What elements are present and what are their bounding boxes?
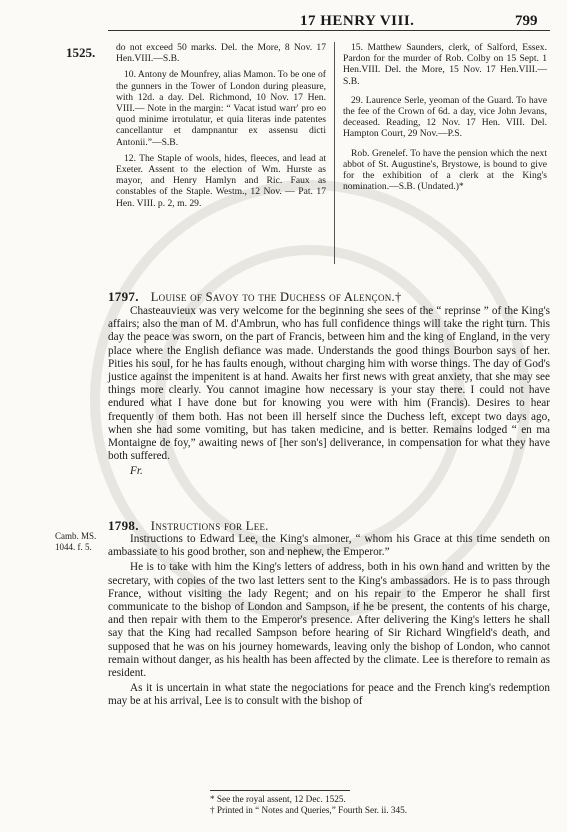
entry-body [108,533,550,711]
page-number: 799 [515,13,538,29]
calendar-item: do not exceed 50 marks. Del. the More, 8 Nov. 17 Hen.VIII.—S.B. [116,42,326,65]
margin-reference: Camb. MS. 1044. f. 5. [55,531,97,552]
footnote: * See the royal assent, 12 Dec. 1525. [210,794,346,804]
running-head: 17 HENRY VIII. [300,13,415,29]
footnote: † Printed in “ Notes and Queries,” Fourth Ser. ii. 345. [210,805,407,815]
entry-number: 1797. [108,289,139,304]
footnotes [210,794,540,816]
left-column [116,42,326,214]
calendar-item: 12. The Staple of wools, hides, fleeces, and lead at Exeter. Assent to the election of Wm. Hurste as mayor, and Henry Hamlyn and Ric. Faux as constables of the Staple. Westm., 12 Nov. — Pat. 17 Hen. VIII. p. 2, m. 29. [116,152,326,209]
entry-heading [108,518,269,534]
source-note: Fr. [130,465,143,478]
entry-title: Instructions for Lee. [150,519,269,533]
footnote-rule [210,790,350,791]
header-rule [108,30,550,31]
calendar-item: 29. Laurence Serle, yeoman of the Guard. To have the fee of the Crown of 6d. a day, vice John Jevans, deceased. Reading, 12 Nov. 17 Hen. VIII. Del. Hampton Court, 29 Nov.—P.S. [343,94,547,140]
column-divider [334,42,335,264]
entry-body [108,305,550,479]
page-header [0,6,567,32]
right-column [343,42,547,197]
calendar-item: 10. Antony de Mounfrey, alias Mamon. To be one of the gunners in the Tower of London during pleasure, with 12d. a day. Del. Richmond, 10 Nov. 17 Hen. VIII.— Note in the margin: “ Vacat istud warr' pro eo quod minime irrotulatur, et quia literas inde patentes cancellantur et dampnantur ex assensu dicti Antonii.”—S.B. [116,69,326,148]
entry-number: 1798. [108,518,139,533]
calendar-item: Rob. Grenelef. To have the pension which the next abbot of St. Augustine's, Brystowe, is bound to give for the exhibition of a clerk at the King's nomination.—S.B. (Undated.)* [343,147,547,193]
entry-heading [108,289,402,305]
calendar-item: 15. Matthew Saunders, clerk, of Salford, Essex. Pardon for the murder of Rob. Colby on 15 Sept. 1 Hen.VIII. Del. the More, 15 Nov. 17 Hen.VIII.—S.B. [343,42,547,87]
entry-paragraph: Chasteauvieux was very welcome for the beginning she sees of the “ reprinse ” of the King's affairs; also the man of M. d'Ambrun, who has full confidence things will take the right turn. This day the peace was sworn, on the part of Francis, between him and the king of England, in the very place where the English defiance was made. Understands the good things Bourbon says of her. Pities his soul, for he has faults enough, without charging him with worse things. The day of God's justice against the impenitent is at hand. Awaits her first news with great anxiety, that she may see things more clearly. You cannot imagine how necessary is your stay there. I could not have endured what I have done but for knowing you were with him (Francis). Desires to hear frequently of them both. Has not been ill herself since the Duchess left, except two days ago, when she had some vomiting, but has taken medicine, and is better. Remains lodged “ en ma Montaigne de foy,” awaiting news of [her son's] deliverance, in compensation for what they have both suffered. [108,305,550,463]
entry-paragraph: He is to take with him the King's letters of address, both in his own hand and written by the secretary, with copies of the two last letters sent to the King's ambassadors. He is to pass through France, without visiting the lady Regent; and on his repair to the Emperor he shall first communicate to the bishop of London and Sampson, if he be present, the contents of his charge, and then repair with them to the Emperor's presence. After delivering the King's letters he shall say that the King had recalled Sampson before hearing of Sir Richard Wingfield's death, and supposed that he was on his journey homewards, leaving only the bishop of London, who cannot remain without danger, as his health has been affected by the climate. Lee is therefore to remain as resident. [108,561,550,680]
entry-paragraph: As it is uncertain in what state the negociations for peace and the French king's redemption may be at his arrival, Lee is to consult with the bishop of [108,682,550,708]
entry-title: Louise of Savoy to the Duchess of Alençon.† [150,290,402,304]
entry-paragraph: Instructions to Edward Lee, the King's almoner, “ whom his Grace at this time sendeth on ambassiate to his good brother, son and nephew, the Emperor.” [108,533,550,559]
year-marker: 1525. [66,45,96,60]
